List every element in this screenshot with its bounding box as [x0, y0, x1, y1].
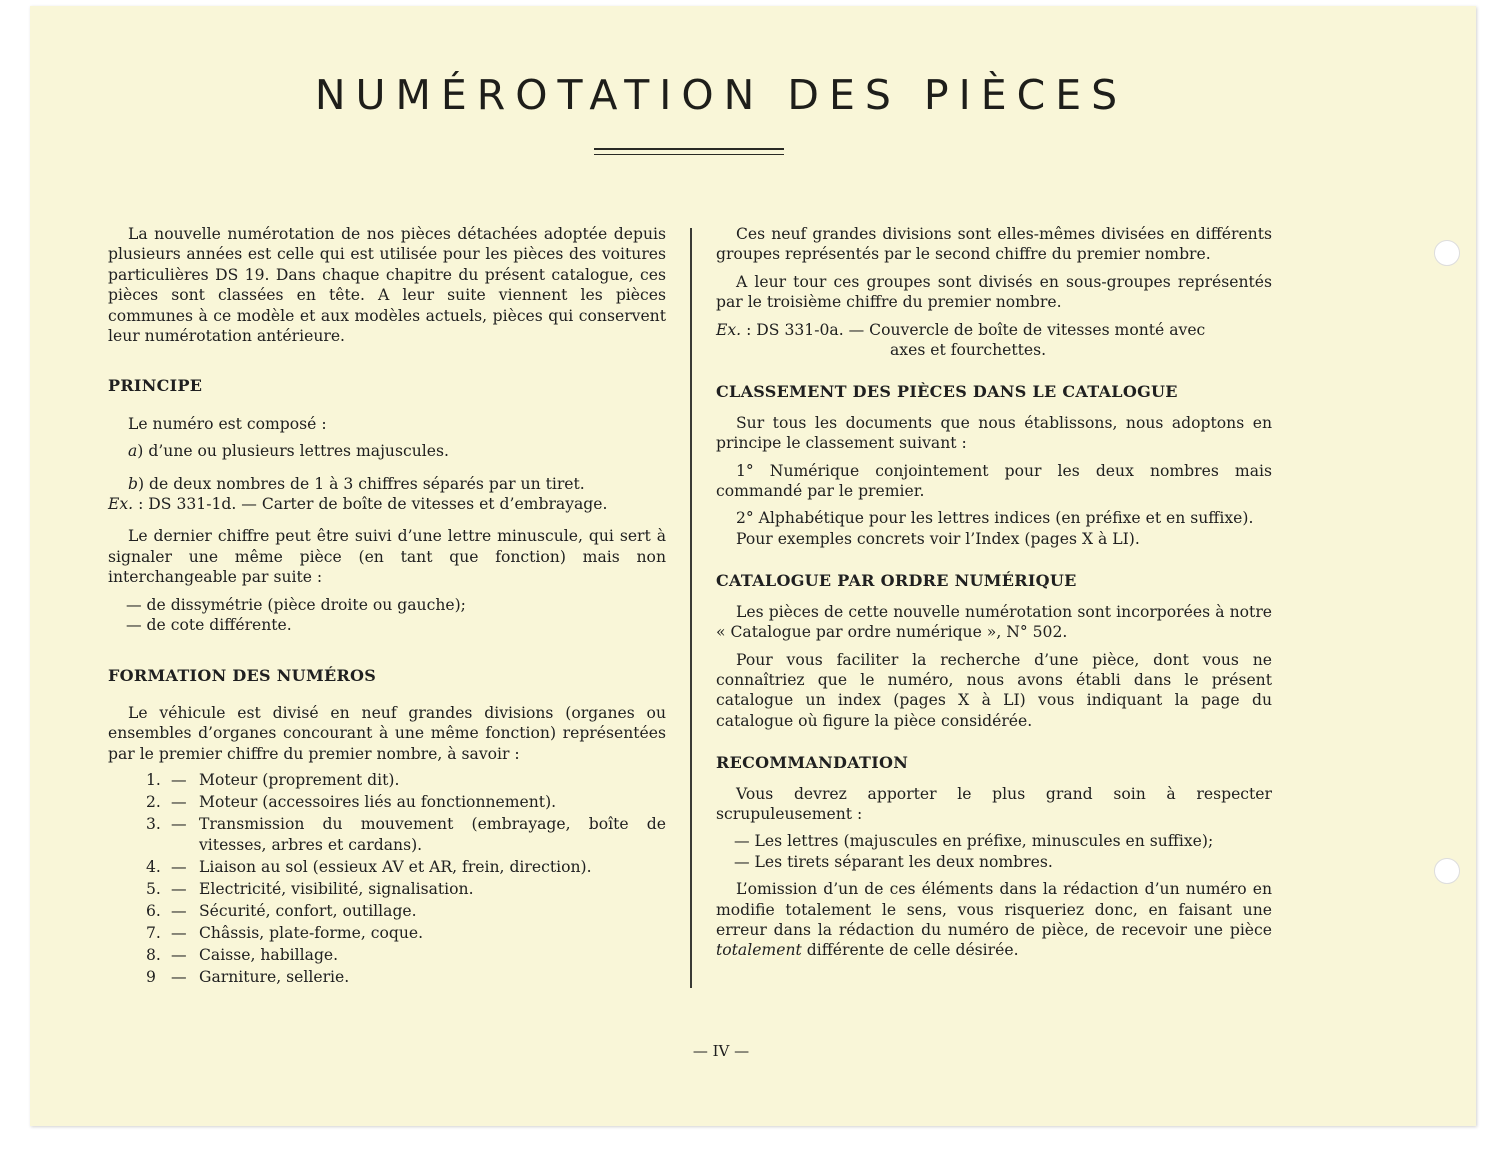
list-item-dash: — [171, 879, 187, 898]
title-underline [594, 148, 784, 155]
list-item-text: Sécurité, confort, outillage. [199, 901, 417, 920]
list-item-text: Châssis, plate-forme, coque. [199, 923, 424, 942]
list-item-dash: — [171, 901, 187, 920]
recommandation-text-end: différente de celle désirée. [801, 941, 1019, 960]
list-item [108, 879, 666, 899]
divisions-list [108, 770, 666, 987]
list-item [108, 814, 666, 855]
list-item-text: Moteur (accessoires liés au fonctionnement). [199, 793, 557, 812]
list-item [108, 770, 666, 790]
punch-hole [1434, 858, 1460, 884]
recommandation-dash-1: — Les lettres (majuscules en préfixe, minuscules en suffixe); [734, 832, 1214, 851]
principe-item-a-text: ) d’une ou plusieurs lettres majuscules. [137, 442, 449, 461]
list-item-dash: — [171, 793, 187, 812]
right-column [716, 224, 1272, 961]
list-item-text: Liaison au sol (essieux AV et AR, frein, direction). [199, 857, 592, 876]
classement-paragraph-3: 2° Alphabétique pour les lettres indices (en préfixe et en suffixe). [736, 509, 1254, 528]
principe-dash-2: — de cote différente. [126, 616, 292, 635]
list-item-number: 5. [146, 879, 161, 898]
principe-paragraph-1: Le numéro est composé : [128, 414, 327, 433]
list-item-number: 8. [146, 945, 161, 964]
classement-paragraph-2: 1° Numérique conjointement pour les deux nombres mais commandé par le premier. [716, 461, 1272, 501]
principe-paragraph-3: Le dernier chiffre peut être suivi d’une lettre minuscule, qui sert à signaler une même pièce (en tant que fonction) mais non interchangeable par suite : [108, 527, 666, 587]
groups-example-label: Ex. [716, 320, 742, 339]
list-item-dash: — [171, 771, 187, 790]
list-item [108, 945, 666, 965]
list-item-dash: — [171, 815, 187, 834]
principe-dash-1: — de dissymétrie (pièce droite ou gauche); [126, 595, 466, 614]
list-item [108, 857, 666, 877]
list-item [108, 792, 666, 812]
list-item-text: Moteur (proprement dit). [199, 771, 400, 790]
catalogue-paragraph-2: Pour vous faciliter la recherche d’une pièce, dont vous ne connaîtriez que le numéro, nous avons établi dans le présent catalogue un index (pages X à LI) vous indiquant la page du catalogue où figure la pièce considérée. [716, 650, 1272, 730]
principe-example-label: Ex. [108, 495, 134, 514]
formation-paragraph: Le véhicule est divisé en neuf grandes divisions (organes ou ensembles d’organes concourant à une même fonction) représentées par le premier chiffre du premier nombre, à savoir : [108, 703, 666, 763]
list-item-number: 4. [146, 857, 161, 876]
catalogue-heading: CATALOGUE PAR ORDRE NUMÉRIQUE [716, 571, 1077, 591]
list-item-text: Garniture, sellerie. [199, 967, 350, 986]
catalogue-page [30, 6, 1476, 1126]
groups-example-text: : DS 331-0a. — Couvercle de boîte de vitesses monté avec [741, 320, 1206, 339]
list-item [108, 901, 666, 921]
principe-item-b-text: ) de deux nombres de 1 à 3 chiffres séparés par un tiret. [137, 474, 585, 493]
list-item [108, 923, 666, 943]
list-item-text: Caisse, habillage. [199, 945, 339, 964]
recommandation-paragraph-2 [716, 879, 1272, 961]
page-title: NUMÉROTATION DES PIÈCES [314, 71, 1128, 119]
intro-paragraph: La nouvelle numérotation de nos pièces détachées adoptée depuis plusieurs années est celle qui est utilisée pour les pièces des voitures particulières DS 19. Dans chaque chapitre du présent catalogue, ces pièces sont classées en tête. A leur suite viennent les pièces communes à ce modèle et aux modèles actuels, pièces qui conservent leur numérotation antérieure. [108, 225, 666, 346]
list-item-dash: — [171, 945, 187, 964]
recommandation-emphasis: totalement [716, 941, 802, 960]
classement-paragraph-1: Sur tous les documents que nous établissons, nous adoptons en principe le classement suivant : [716, 413, 1272, 453]
list-item-number: 9 [146, 967, 156, 986]
recommandation-paragraph-1: Vous devrez apporter le plus grand soin à respecter scrupuleusement : [716, 784, 1272, 823]
list-item-number: 2. [146, 793, 161, 812]
principe-item-b-letter: b [128, 474, 138, 493]
principe-heading: PRINCIPE [108, 376, 203, 396]
punch-hole [1434, 240, 1460, 266]
list-item-text: Electricité, visibilité, signalisation. [199, 879, 474, 898]
list-item-dash: — [171, 857, 187, 876]
groups-example-continuation: axes et fourchettes. [890, 341, 1047, 360]
principe-example-text: : DS 331-1d. — Carter de boîte de vitesses et d’embrayage. [133, 495, 608, 514]
principe-item-a [108, 441, 666, 461]
principe-example [108, 494, 666, 514]
subgroups-paragraph: A leur tour ces groupes sont divisés en sous-groupes représentés par le troisième chiffre du premier nombre. [716, 272, 1272, 312]
principe-item-b [108, 474, 666, 494]
list-item-number: 3. [146, 815, 161, 834]
groups-paragraph: Ces neuf grandes divisions sont elles-mêmes divisées en différents groupes représentés par le second chiffre du premier nombre. [716, 225, 1272, 264]
catalogue-paragraph-1: Les pièces de cette nouvelle numérotation sont incorporées à notre « Catalogue par ordre numérique », N° 502. [716, 602, 1272, 642]
classement-heading: CLASSEMENT DES PIÈCES DANS LE CATALOGUE [716, 382, 1178, 402]
recommandation-text-start: L’omission d’un de ces éléments dans la rédaction d’un numéro en modifie totalement le sens, vous risqueriez donc, en faisant une erreur dans la rédaction du numéro de pièce, de recevoir une pièce [716, 880, 1272, 939]
list-item [108, 967, 666, 987]
list-item-dash: — [171, 967, 187, 986]
groups-example [716, 320, 1272, 340]
formation-heading: FORMATION DES NUMÉROS [108, 665, 377, 685]
column-divider [690, 228, 692, 988]
classement-paragraph-4: Pour exemples concrets voir l’Index (pages X à LI). [736, 529, 1140, 548]
left-column [108, 224, 666, 989]
list-item-text: Transmission du mouvement (embrayage, boîte de vitesses, arbres et cardans). [199, 815, 666, 854]
list-item-number: 6. [146, 901, 161, 920]
list-item-number: 1. [146, 771, 161, 790]
page-number: — IV — [692, 1042, 750, 1060]
recommandation-dash-2: — Les tirets séparant les deux nombres. [734, 852, 1053, 871]
principe-item-a-letter: a [128, 442, 138, 461]
recommandation-heading: RECOMMANDATION [716, 753, 909, 773]
list-item-number: 7. [146, 923, 161, 942]
list-item-dash: — [171, 923, 187, 942]
